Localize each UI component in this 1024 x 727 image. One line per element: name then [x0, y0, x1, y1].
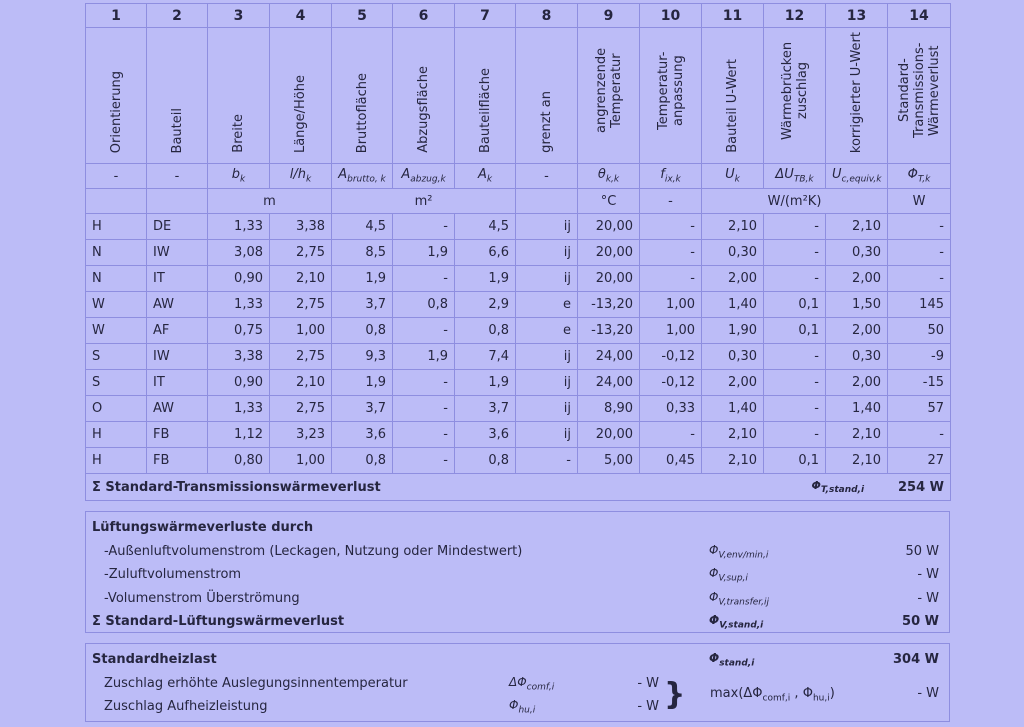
col-number-8: 8	[516, 4, 578, 28]
table-cell: 0,80	[208, 448, 270, 474]
heat-load-symbol: $\Phi_{stand,i}$	[709, 651, 755, 669]
table-cell: FB	[147, 448, 208, 474]
table-cell: 2,10	[702, 214, 764, 240]
table-cell: S	[86, 344, 147, 370]
table-cell: 2,75	[270, 396, 332, 422]
table-cell: -	[393, 214, 455, 240]
table-cell: 1,9	[393, 344, 455, 370]
table-cell: 4,5	[332, 214, 393, 240]
ventilation-item	[86, 587, 949, 611]
heat-load-box	[85, 643, 950, 722]
table-cell: 5,00	[578, 448, 640, 474]
table-cell: S	[86, 370, 147, 396]
table-cell: H	[86, 422, 147, 448]
heat-load-sheet	[85, 3, 950, 722]
table-cell: -	[393, 422, 455, 448]
table-cell: -	[764, 422, 826, 448]
table-cell: 2,00	[702, 370, 764, 396]
heat-load-title: Standardheizlast	[92, 652, 217, 668]
table-cell: AW	[147, 292, 208, 318]
table-row	[86, 370, 951, 396]
heat-item-value: - W	[637, 699, 659, 715]
ventilation-sum-symbol: $\Phi_{V,stand,i}$	[709, 613, 764, 631]
col-symbol-11: $U_k$	[702, 164, 764, 189]
table-cell: W	[86, 318, 147, 344]
table-cell: H	[86, 214, 147, 240]
table-cell: ij	[516, 240, 578, 266]
unit-m2: m²	[332, 189, 516, 214]
table-cell: ij	[516, 214, 578, 240]
table-cell: -	[888, 214, 951, 240]
table-cell: O	[86, 396, 147, 422]
table-cell: 0,30	[702, 344, 764, 370]
col-number-13: 13	[826, 4, 888, 28]
ventilation-item-symbol: $\Phi_{V,transfer,ij}$	[709, 589, 770, 607]
col-number-3: 3	[208, 4, 270, 28]
brace-symbol: }	[664, 677, 686, 712]
ventilation-title: Lüftungswärmeverluste durch	[92, 520, 314, 536]
table-cell: -	[393, 318, 455, 344]
ventilation-item-label: -Außenluftvolumenstrom (Leckagen, Nutzung oder Mindestwert)	[104, 543, 523, 559]
table-cell: 2,10	[702, 422, 764, 448]
ventilation-item-symbol: $\Phi_{V,sup,i}$	[709, 566, 748, 584]
col-symbol-6: $A_{abzug,k}$	[393, 164, 455, 189]
table-cell: 1,40	[702, 292, 764, 318]
table-cell: 2,9	[455, 292, 516, 318]
heat-item-value: - W	[637, 675, 659, 691]
col-header-9: angrenzende Temperatur	[593, 47, 624, 134]
table-cell: 3,38	[208, 344, 270, 370]
column-header-row	[86, 28, 951, 164]
ventilation-item-value: - W	[917, 590, 939, 606]
col-symbol-7: $A_k$	[455, 164, 516, 189]
heat-item-label: Zuschlag erhöhte Auslegungsinnentemperatur	[104, 675, 408, 691]
unit-dash: -	[640, 189, 702, 214]
table-cell: IT	[147, 370, 208, 396]
col-number-9: 9	[578, 4, 640, 28]
table-row	[86, 344, 951, 370]
table-cell: -	[640, 266, 702, 292]
ventilation-item-value: 50 W	[905, 543, 939, 559]
col-number-12: 12	[764, 4, 826, 28]
table-cell: 2,00	[826, 370, 888, 396]
table-row	[86, 448, 951, 474]
heat-load-value: 304 W	[892, 652, 939, 668]
col-number-2: 2	[147, 4, 208, 28]
table-cell: 7,4	[455, 344, 516, 370]
transmission-sum-label: Σ Standard-Transmissionswärmeverlust	[86, 474, 764, 501]
table-cell: -	[764, 370, 826, 396]
table-cell: 0,8	[332, 318, 393, 344]
col-header-8: grenzt an	[539, 91, 554, 153]
col-number-4: 4	[270, 4, 332, 28]
table-cell: 0,1	[764, 448, 826, 474]
table-cell: 1,33	[208, 396, 270, 422]
col-symbol-1: -	[86, 164, 147, 189]
transmission-table	[85, 3, 951, 501]
table-cell: -	[764, 396, 826, 422]
col-header-11: Bauteil U-Wert	[725, 59, 740, 153]
col-symbol-10: $f_{ix,k}$	[640, 164, 702, 189]
table-cell: 1,50	[826, 292, 888, 318]
symbol-row	[86, 164, 951, 189]
col-number-14: 14	[888, 4, 951, 28]
table-cell: 1,00	[640, 292, 702, 318]
table-cell: 2,10	[702, 448, 764, 474]
col-header-4: Länge/Höhe	[293, 74, 308, 153]
col-header-6: Abzugsfläche	[416, 66, 431, 153]
table-cell: 0,90	[208, 266, 270, 292]
col-header-5: Bruttofläche	[354, 72, 370, 153]
table-cell: H	[86, 448, 147, 474]
heat-item-label: Zuschlag Aufheizleistung	[104, 699, 268, 715]
table-cell: AF	[147, 318, 208, 344]
ventilation-sum-value: 50 W	[902, 614, 939, 630]
table-cell: 3,38	[270, 214, 332, 240]
table-cell: -	[764, 344, 826, 370]
table-cell: 1,9	[332, 370, 393, 396]
table-cell: -0,12	[640, 344, 702, 370]
transmission-sum-row	[86, 474, 951, 501]
ventilation-item-value: - W	[917, 567, 939, 583]
table-cell: -	[764, 214, 826, 240]
table-cell: IW	[147, 344, 208, 370]
col-symbol-4: $l/h_k$	[270, 164, 332, 189]
ventilation-item-label: -Volumenstrom Überströmung	[104, 590, 300, 606]
table-cell: -	[764, 240, 826, 266]
table-cell: 3,7	[332, 292, 393, 318]
table-cell: -	[640, 214, 702, 240]
table-cell: 3,6	[332, 422, 393, 448]
table-row	[86, 422, 951, 448]
table-cell: -	[888, 240, 951, 266]
table-cell: 2,00	[702, 266, 764, 292]
table-cell: 1,00	[270, 448, 332, 474]
table-cell: N	[86, 240, 147, 266]
table-cell: 0,75	[208, 318, 270, 344]
table-cell: -	[393, 396, 455, 422]
col-number-10: 10	[640, 4, 702, 28]
table-cell: 9,3	[332, 344, 393, 370]
col-symbol-5: $A_{brutto, k}$	[332, 164, 393, 189]
table-cell: 2,10	[270, 370, 332, 396]
table-cell: 2,75	[270, 240, 332, 266]
transmission-sum-symbol: $\Phi_{T,stand,i}$	[764, 474, 888, 501]
table-cell: -13,20	[578, 318, 640, 344]
col-symbol-13: $U_{c,equiv,k}$	[826, 164, 888, 189]
ventilation-item	[86, 563, 949, 587]
table-cell: 1,33	[208, 292, 270, 318]
table-cell: 0,33	[640, 396, 702, 422]
table-row	[86, 318, 951, 344]
table-cell: 2,10	[270, 266, 332, 292]
table-cell: -	[888, 422, 951, 448]
table-cell: 20,00	[578, 240, 640, 266]
table-cell: ij	[516, 396, 578, 422]
ventilation-item-label: -Zuluftvolumenstrom	[104, 567, 242, 583]
table-cell: 24,00	[578, 344, 640, 370]
col-symbol-2: -	[147, 164, 208, 189]
col-symbol-9: $\theta_{k,k}$	[578, 164, 640, 189]
col-number-11: 11	[702, 4, 764, 28]
table-cell: -	[393, 448, 455, 474]
table-cell: 0,90	[208, 370, 270, 396]
col-header-14: Standard-Transmissions-Wärmeverlust	[896, 42, 942, 139]
unit-m: m	[208, 189, 332, 214]
table-cell: -	[393, 370, 455, 396]
col-number-5: 5	[332, 4, 393, 28]
table-cell: 0,8	[393, 292, 455, 318]
table-cell: 2,10	[826, 448, 888, 474]
col-symbol-8: -	[516, 164, 578, 189]
table-row	[86, 266, 951, 292]
table-cell: 57	[888, 396, 951, 422]
table-cell: 1,12	[208, 422, 270, 448]
table-cell: 2,00	[826, 318, 888, 344]
col-header-12: Wärmebrücken zuschlag	[779, 41, 810, 140]
table-cell: 1,33	[208, 214, 270, 240]
table-cell: 20,00	[578, 266, 640, 292]
col-header-7: Bauteilfläche	[477, 68, 493, 153]
table-cell: 0,30	[826, 240, 888, 266]
table-cell: 0,45	[640, 448, 702, 474]
col-number-1: 1	[86, 4, 147, 28]
table-cell: 0,8	[332, 448, 393, 474]
ventilation-box	[85, 511, 950, 633]
unit-wm2k: W/(m²K)	[702, 189, 888, 214]
table-cell: IT	[147, 266, 208, 292]
table-cell: 1,9	[332, 266, 393, 292]
table-cell: 0,8	[455, 448, 516, 474]
table-cell: 3,23	[270, 422, 332, 448]
table-row	[86, 240, 951, 266]
ventilation-item-symbol: $\Phi_{V,env/min,i}$	[709, 542, 769, 560]
max-label: $\max(\Delta\Phi_{comf,i}$ , $\Phi_{hu,i}$)	[710, 686, 835, 704]
table-cell: 20,00	[578, 214, 640, 240]
col-header-3: Breite	[231, 114, 246, 153]
table-cell: 1,9	[393, 240, 455, 266]
table-cell: ij	[516, 344, 578, 370]
max-value: - W	[917, 686, 939, 701]
table-cell: W	[86, 292, 147, 318]
table-cell: 3,08	[208, 240, 270, 266]
table-cell: -13,20	[578, 292, 640, 318]
table-cell: 0,1	[764, 292, 826, 318]
table-cell: 1,00	[640, 318, 702, 344]
table-cell: 145	[888, 292, 951, 318]
table-row	[86, 396, 951, 422]
table-cell: 3,7	[332, 396, 393, 422]
table-cell: 20,00	[578, 422, 640, 448]
col-header-2: Bauteil	[169, 107, 185, 153]
table-cell: e	[516, 292, 578, 318]
table-cell: 0,1	[764, 318, 826, 344]
table-cell: 2,10	[826, 422, 888, 448]
table-cell: 24,00	[578, 370, 640, 396]
table-cell: 27	[888, 448, 951, 474]
table-row	[86, 292, 951, 318]
col-header-10: Temperatur-anpassung	[655, 51, 686, 130]
table-cell: 8,90	[578, 396, 640, 422]
table-cell: -9	[888, 344, 951, 370]
table-cell: -0,12	[640, 370, 702, 396]
col-symbol-12: $\Delta U_{TB,k}$	[764, 164, 826, 189]
col-number-6: 6	[393, 4, 455, 28]
heat-item-symbol: $\Phi_{hu,i}$	[509, 698, 536, 716]
table-cell: 2,10	[826, 214, 888, 240]
table-row	[86, 214, 951, 240]
table-cell: -	[393, 266, 455, 292]
table-cell: 6,6	[455, 240, 516, 266]
unit-row	[86, 189, 951, 214]
table-cell: N	[86, 266, 147, 292]
table-cell: -	[888, 266, 951, 292]
ventilation-item	[86, 540, 949, 564]
col-header-13: korrigierter U-Wert	[849, 31, 864, 153]
table-cell: 1,9	[455, 370, 516, 396]
unit-w: W	[888, 189, 951, 214]
column-number-row	[86, 4, 951, 28]
heat-item-symbol: $\Delta\Phi_{comf,i}$	[509, 674, 555, 692]
table-cell: 2,00	[826, 266, 888, 292]
table-cell: ij	[516, 266, 578, 292]
table-cell: 1,40	[826, 396, 888, 422]
table-cell: 1,40	[702, 396, 764, 422]
ventilation-sum-label: Σ Standard-Lüftungswärmeverlust	[92, 614, 345, 630]
table-cell: 50	[888, 318, 951, 344]
col-number-7: 7	[455, 4, 516, 28]
table-cell: 1,9	[455, 266, 516, 292]
col-symbol-14: $\Phi_{T,k}$	[888, 164, 951, 189]
unit-degc: °C	[578, 189, 640, 214]
table-cell: 0,30	[702, 240, 764, 266]
col-symbol-3: $b_k$	[208, 164, 270, 189]
table-cell: 3,7	[455, 396, 516, 422]
table-cell: 3,6	[455, 422, 516, 448]
col-header-1: Orientierung	[108, 70, 124, 153]
table-cell: -15	[888, 370, 951, 396]
table-cell: 8,5	[332, 240, 393, 266]
table-cell: -	[640, 240, 702, 266]
table-cell: e	[516, 318, 578, 344]
table-cell: 0,30	[826, 344, 888, 370]
table-cell: AW	[147, 396, 208, 422]
table-cell: 4,5	[455, 214, 516, 240]
table-cell: 2,75	[270, 344, 332, 370]
table-cell: -	[764, 266, 826, 292]
table-cell: 1,90	[702, 318, 764, 344]
table-cell: 2,75	[270, 292, 332, 318]
table-cell: 1,00	[270, 318, 332, 344]
table-cell: -	[516, 448, 578, 474]
table-cell: DE	[147, 214, 208, 240]
table-cell: ij	[516, 422, 578, 448]
table-cell: 0,8	[455, 318, 516, 344]
transmission-sum-value: 254 W	[888, 474, 951, 501]
table-cell: ij	[516, 370, 578, 396]
table-cell: IW	[147, 240, 208, 266]
table-cell: FB	[147, 422, 208, 448]
table-cell: -	[640, 422, 702, 448]
